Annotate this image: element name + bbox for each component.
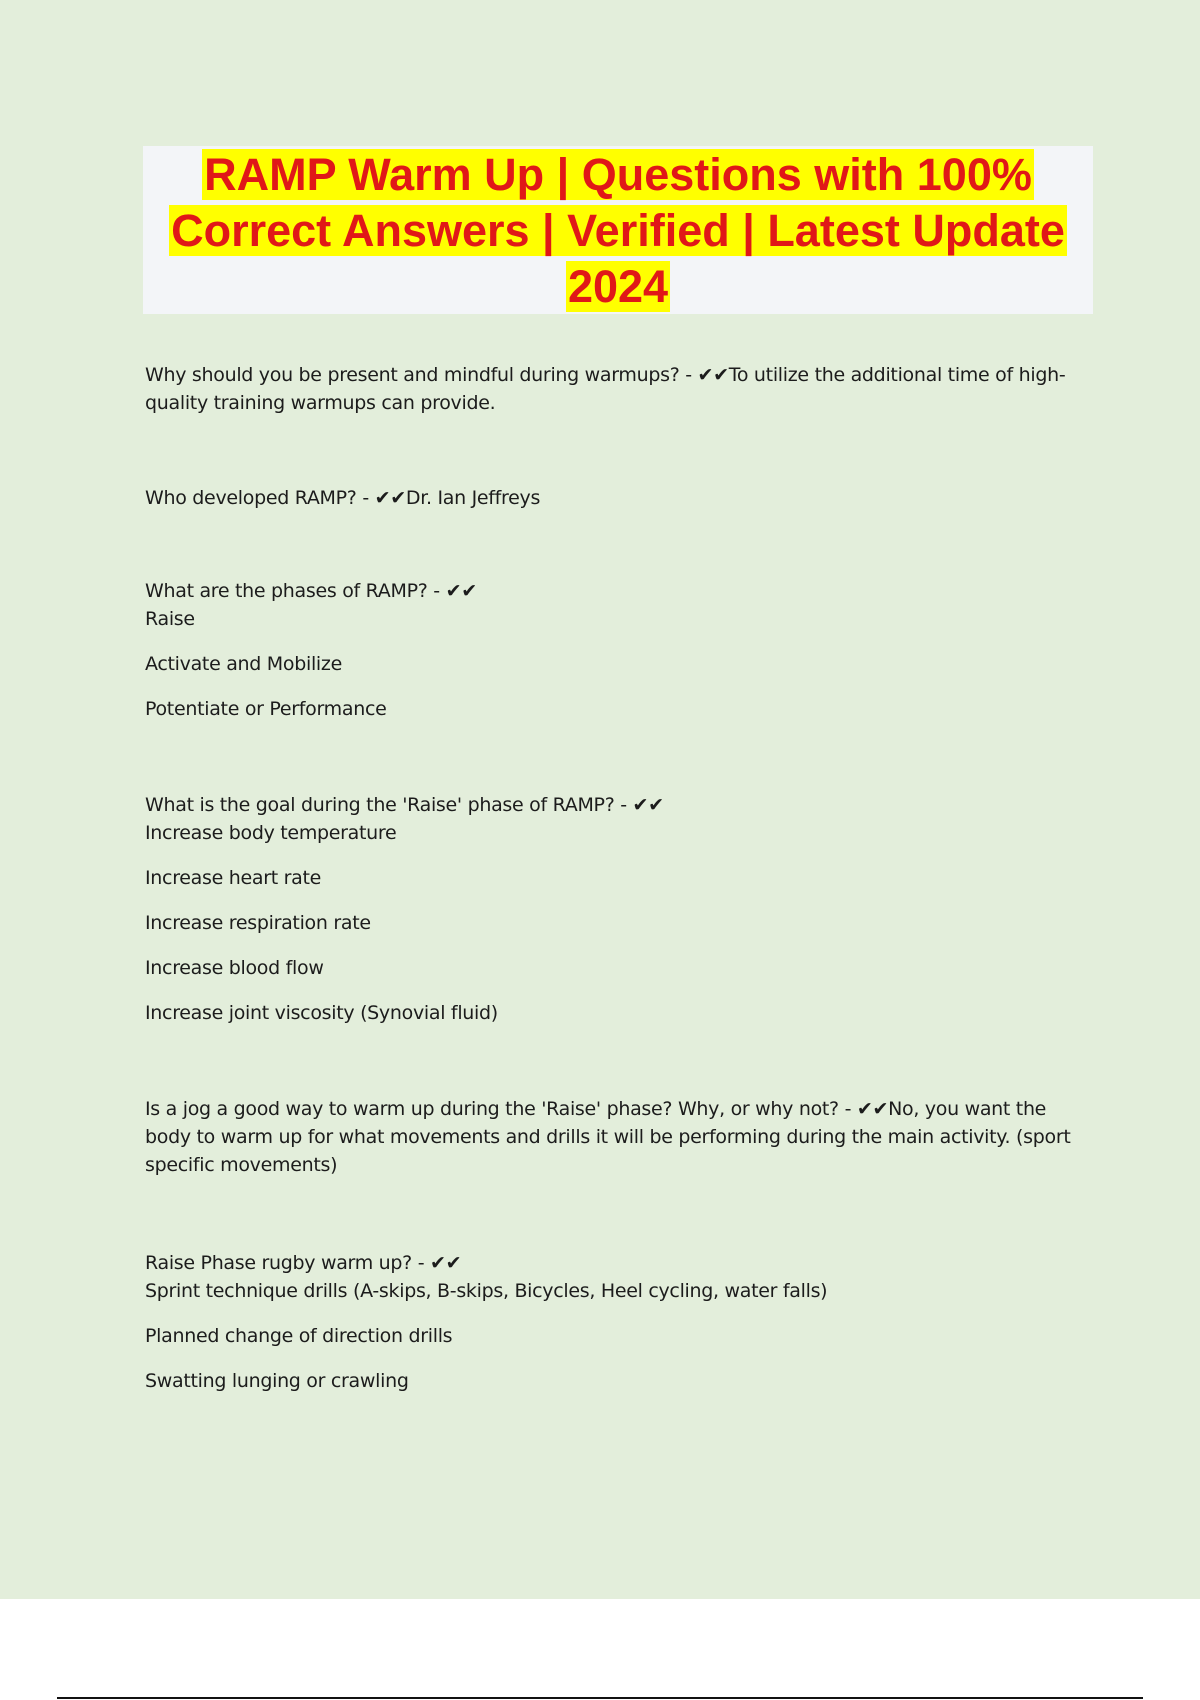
qa-question: What is the goal during the 'Raise' phase of RAMP? - ✔✔ — [145, 794, 664, 816]
qa-block-5 — [145, 1095, 1080, 1179]
qa-block-6 — [145, 1249, 1080, 1395]
qa-question: Why should you be present and mindful during warmups? - ✔✔To utilize the additional time of high-quality training warmups can provide. — [145, 364, 1066, 414]
qa-answer-item: Increase joint viscosity (Synovial fluid) — [145, 1002, 498, 1024]
qa-block-1 — [145, 361, 1080, 417]
qa-block-2 — [145, 484, 1080, 512]
qa-block-4 — [145, 791, 1080, 1027]
qa-answer-item: Swatting lunging or crawling — [145, 1370, 409, 1392]
qa-answer-item: Planned change of direction drills — [145, 1325, 453, 1347]
qa-block-3 — [145, 577, 1080, 723]
qa-question: Raise Phase rugby warm up? - ✔✔ — [145, 1252, 462, 1274]
title-banner — [143, 146, 1093, 314]
footer-rule — [57, 1697, 1143, 1699]
qa-answer-item: Increase blood flow — [145, 957, 324, 979]
qa-answer-item: Increase heart rate — [145, 867, 322, 889]
document-title-text: RAMP Warm Up | Questions with 100% Correct Answers | Verified | Latest Update 2024 — [171, 149, 1065, 312]
qa-answer-item: Activate and Mobilize — [145, 653, 342, 675]
qa-question: Who developed RAMP? - ✔✔Dr. Ian Jeffreys — [145, 487, 541, 509]
qa-question: What are the phases of RAMP? - ✔✔ — [145, 580, 477, 602]
qa-answer-item: Increase body temperature — [145, 822, 397, 844]
qa-answer-item: Potentiate or Performance — [145, 698, 387, 720]
qa-answer-item: Increase respiration rate — [145, 912, 371, 934]
document-title — [166, 146, 1071, 315]
qa-answer-item: Raise — [145, 608, 195, 630]
qa-question: Is a jog a good way to warm up during the 'Raise' phase? Why, or why not? - ✔✔No, you want the body to warm up for what movements and drills it will be performing during the main activity. (sport specific movements) — [145, 1098, 1071, 1176]
qa-answer-item: Sprint technique drills (A-skips, B-skips, Bicycles, Heel cycling, water falls) — [145, 1280, 828, 1302]
